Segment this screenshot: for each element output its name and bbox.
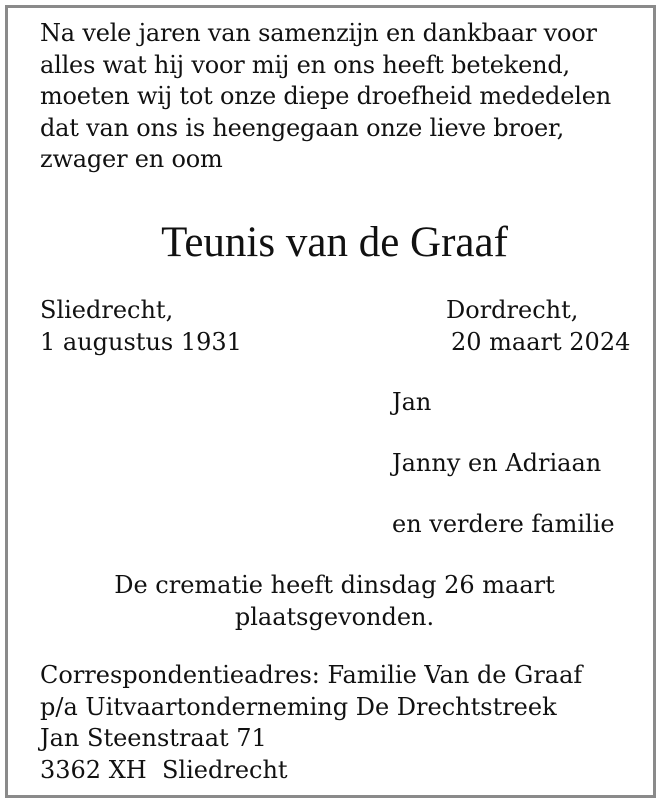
correspondence-address <box>40 660 582 786</box>
birth-date: 1 augustus 1931 <box>40 328 242 356</box>
mourner-line: Jan <box>392 388 432 416</box>
birth-info <box>40 294 242 358</box>
death-info <box>446 294 630 358</box>
mourner-line: en verdere familie <box>392 510 615 538</box>
mourner-line: Janny en Adriaan <box>392 449 602 477</box>
intro-line: zwager en oom <box>40 145 223 173</box>
intro-line: alles wat hij voor mij en ons heeft betekend, <box>40 50 570 79</box>
address-line: 3362 XH Sliedrecht <box>40 755 288 784</box>
address-line: Jan Steenstraat 71 <box>40 724 267 752</box>
address-line: Correspondentieadres: Familie Van de Graaf <box>40 661 583 689</box>
intro-line: Na vele jaren van samenzijn en dankbaar voor <box>40 19 597 47</box>
cremation-line: De crematie heeft dinsdag 26 maart <box>114 571 555 599</box>
intro-line: dat van ons is heengegaan onze lieve broer, <box>40 113 565 142</box>
intro-text <box>40 18 630 176</box>
deceased-name: Teunis van de Graaf <box>161 219 508 266</box>
death-date: 20 maart 2024 <box>451 328 631 356</box>
death-place: Dordrecht, <box>446 296 579 324</box>
intro-line: moeten wij tot onze diepe droefheid mededelen <box>40 82 611 110</box>
birth-place: Sliedrecht, <box>40 296 174 324</box>
cremation-notice <box>0 570 669 633</box>
mourners-list <box>392 387 615 539</box>
cremation-line: plaatsgevonden. <box>234 602 435 631</box>
address-line: p/a Uitvaartonderneming De Drechtstreek <box>40 692 557 721</box>
